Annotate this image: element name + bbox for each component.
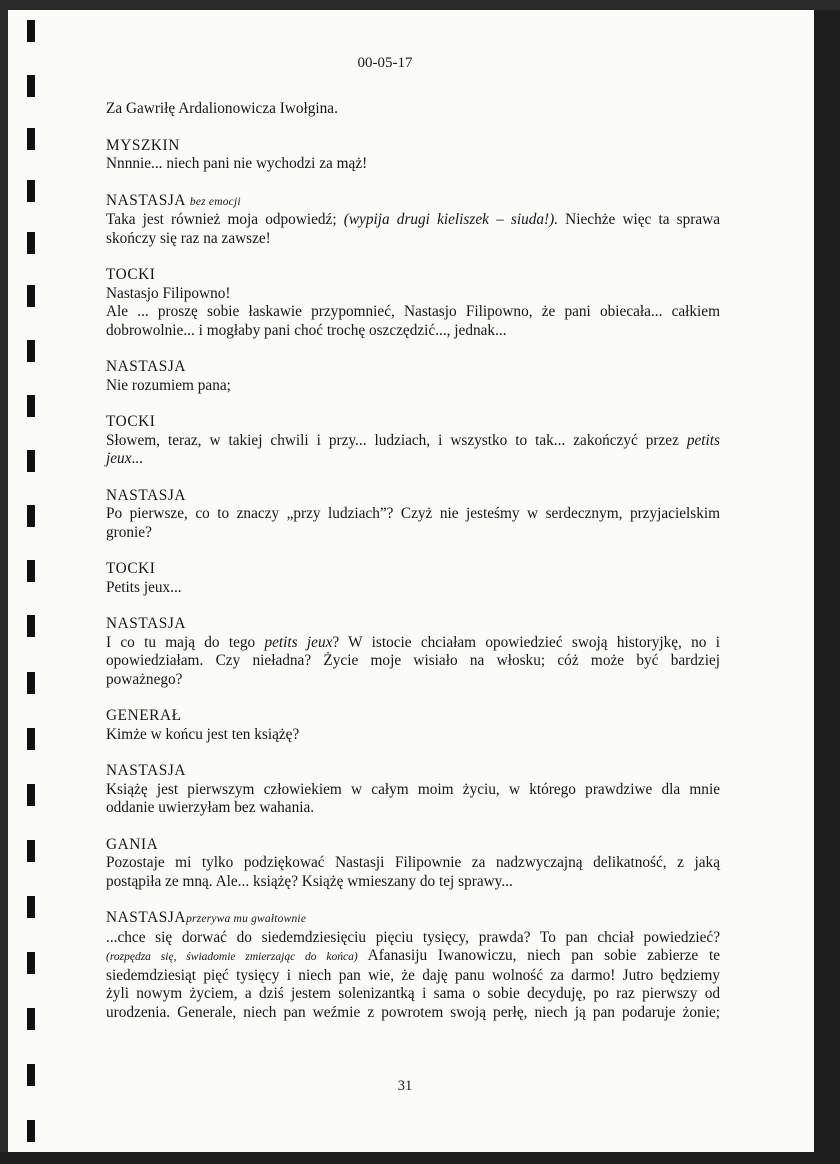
dialogue-line: siedemdziesiąt pięć tysięcy i niech pan wie, że daję panu wolność za darmo! Jutro będziemy xyxy=(106,966,720,984)
punch-hole xyxy=(27,560,35,582)
speaker-name: NASTASJA xyxy=(106,486,187,504)
dialogue-text-italic: petits jeux xyxy=(264,633,333,651)
stage-direction: przerywa mu gwałtownie xyxy=(186,913,307,925)
dialogue-text-italic: jeux xyxy=(106,450,132,467)
dialogue-line: ...chce się dorwać do siedemdziesięciu pięciu tysięcy, prawda? To pan chciał powiedzieć? xyxy=(106,928,720,946)
dialogue-line: urodzenia. Generale, niech pan weźmie z powrotem swoją perłę, niech ją pan podaruje żonie; xyxy=(106,1003,720,1021)
punch-hole xyxy=(27,615,35,637)
script-text xyxy=(106,100,720,1022)
dialogue-text: ... xyxy=(131,450,143,467)
dialogue-text: Afanasiju Iwanowiczu, niech pan sobie zabierze te xyxy=(357,947,721,964)
speaker-line xyxy=(106,909,720,929)
speaker-name: GENERAŁ xyxy=(106,707,182,724)
dialogue-line: oddanie uwierzyłam bez wahania. xyxy=(106,799,315,816)
dialogue-line xyxy=(106,634,720,653)
dialogue-line: Po pierwsze, co to znaczy „przy ludziach”? Czyż nie jesteśmy w serdecznym, przyjacielskim xyxy=(106,505,720,522)
page-number: 31 xyxy=(397,1078,413,1094)
punch-hole xyxy=(27,20,35,42)
speaker-name: TOCKI xyxy=(106,266,156,283)
punch-hole xyxy=(27,505,35,527)
stage-direction: bez emocji xyxy=(189,195,241,208)
dialogue-line: żyli nowym życiem, a dziś jestem solenizantką i sama o sobie decyduję, po raz pierwszy od xyxy=(106,985,720,1002)
dialogue-text: I co tu mają do tego xyxy=(106,633,265,651)
page-header-date: 00-05-17 xyxy=(357,55,413,71)
punch-hole xyxy=(27,896,35,918)
speaker-name: NASTASJA xyxy=(106,615,187,632)
dialogue-line: Petits jeux... xyxy=(106,578,182,596)
scan-border-right xyxy=(814,10,840,1164)
dialogue-line xyxy=(106,947,720,967)
speaker-name: NASTASJA xyxy=(106,191,187,209)
dialogue-line: postąpiła ze mną. Ale... książę? Książę wmieszany do tej sprawy... xyxy=(106,872,513,890)
dialogue-line: Ale ... proszę sobie łaskawie przypomnieć, Nastasjo Filipowno, że pani obiecała... całkiem xyxy=(106,303,720,320)
speaker-name: GANIA xyxy=(106,835,159,853)
punch-hole xyxy=(27,450,35,472)
punch-hole xyxy=(27,1008,35,1030)
dialogue-line: Nie rozumiem pana; xyxy=(106,376,231,394)
dialogue-text: Niechże więc ta sprawa xyxy=(558,211,720,228)
punch-hole xyxy=(27,395,35,417)
dialogue-text-italic: petits xyxy=(686,431,720,449)
dialogue-line: poważnego? xyxy=(106,670,183,688)
dialogue-line xyxy=(106,432,720,451)
dialogue-text: ? W istocie chciałam opowiedzieć swoją historyjkę, no i xyxy=(332,633,720,651)
punch-hole xyxy=(27,285,35,307)
speaker-name: NASTASJA xyxy=(106,909,187,926)
punch-hole xyxy=(27,180,35,202)
dialogue-line: Za Gawriłę Ardalionowicza Iwołgina. xyxy=(106,100,338,117)
dialogue-line: dobrowolnie... i mogłaby pani choć trochę oszczędzić..., jednak... xyxy=(106,321,507,339)
dialogue-line xyxy=(106,211,720,230)
dialogue-line: opowiedziałam. Czy nieładna? Życie moje wisiało na włosku; cóż może być bardziej xyxy=(106,652,720,669)
dialogue-line: gronie? xyxy=(106,523,152,541)
dialogue-line: Nnnnie... niech pani nie wychodzi za mąż! xyxy=(106,155,368,172)
speaker-name: NASTASJA xyxy=(106,358,187,375)
stage-direction: (wypija drugi kieliszek – siuda!). xyxy=(343,211,559,228)
speaker-name: NASTASJA xyxy=(106,762,187,779)
dialogue-text: Taka jest również moja odpowiedź; xyxy=(106,211,344,228)
punch-hole xyxy=(27,728,35,750)
punch-hole xyxy=(27,784,35,806)
dialogue-line: skończy się raz na zawsze! xyxy=(106,229,271,247)
dialogue-line: Pozostaje mi tylko podziękować Nastasji Filipownie za nadzwyczajną delikatność, z jaką xyxy=(106,854,720,871)
punch-hole xyxy=(27,75,35,97)
punch-hole xyxy=(27,128,35,150)
punch-hole xyxy=(27,840,35,862)
punch-hole xyxy=(27,340,35,362)
speaker-name: TOCKI xyxy=(106,560,156,577)
speaker-name: MYSZKIN xyxy=(106,136,180,154)
speaker-line xyxy=(106,192,720,212)
dialogue-line xyxy=(106,450,720,469)
dialogue-line: Kimże w końcu jest ten książę? xyxy=(106,725,300,743)
stage-direction: (rozpędza się, świadomie zmierzając do końca) xyxy=(106,951,358,963)
speaker-name: TOCKI xyxy=(106,413,156,430)
scan-border-bottom xyxy=(0,1152,840,1164)
dialogue-line: Książę jest pierwszym człowiekiem w całym moim życiu, w którego prawdziwe dla mnie xyxy=(106,780,720,798)
dialogue-line: Nastasjo Filipowno! xyxy=(106,284,231,302)
dialogue-text: Słowem, teraz, w takiej chwili i przy... ludziach, i wszystko to tak... zakończyć przez xyxy=(106,431,687,449)
punch-hole xyxy=(27,672,35,694)
punch-hole xyxy=(27,232,35,254)
punch-hole xyxy=(27,952,35,974)
punch-hole xyxy=(27,1120,35,1142)
